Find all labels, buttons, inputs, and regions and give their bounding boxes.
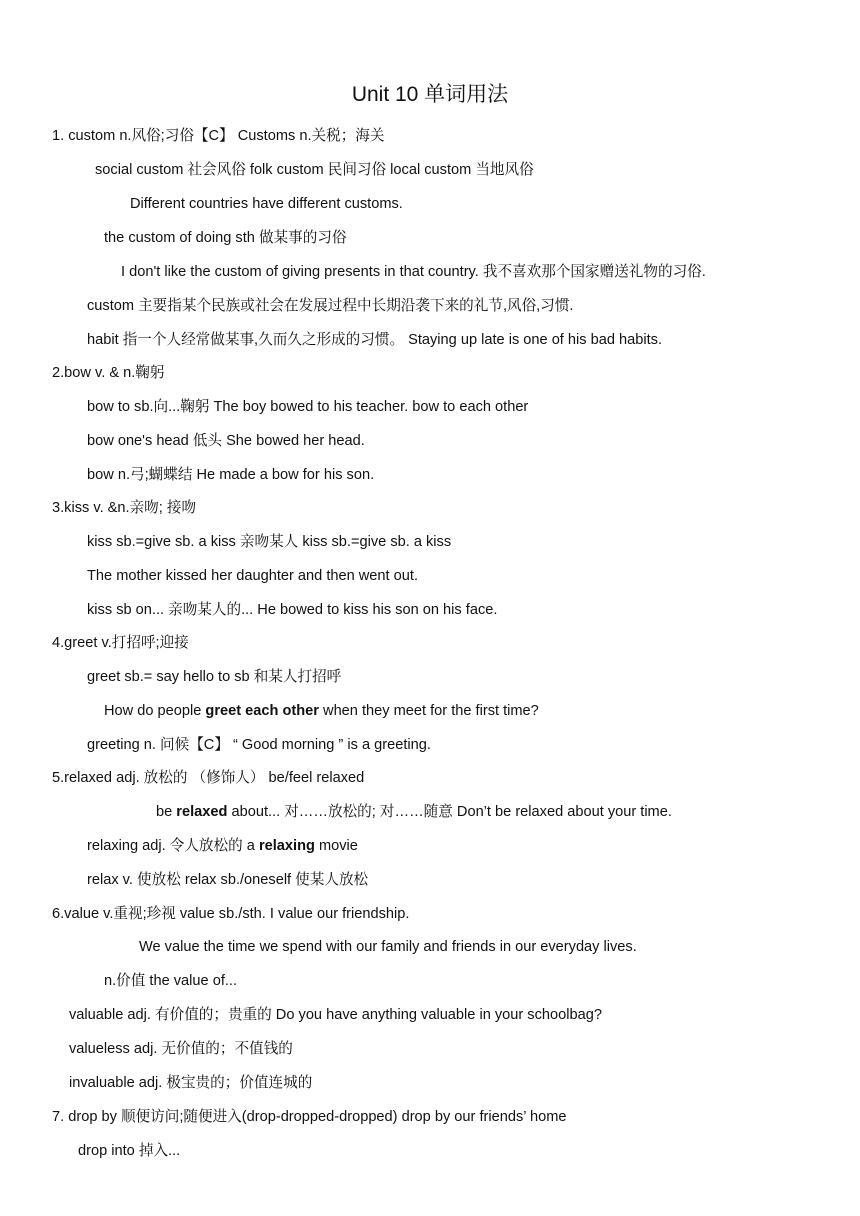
text-segment: I don't like the custom of giving presents in that country. 我不喜欢那个国家赠送礼物的习俗. bbox=[121, 264, 706, 280]
entry-line bbox=[104, 971, 237, 991]
text-segment: 2.bow v. & n.鞠躬 bbox=[52, 365, 165, 381]
entry-line bbox=[52, 126, 384, 146]
text-segment: when they meet for the first time? bbox=[318, 703, 539, 719]
text-segment: invaluable adj. 极宝贵的；价值连城的 bbox=[69, 1075, 313, 1091]
text-segment: greet sb.= say hello to sb 和某人打招呼 bbox=[87, 669, 342, 685]
text-segment: n.价值 the value of... bbox=[104, 973, 238, 989]
text-segment: relax v. 使放松 relax sb./oneself 使某人放松 bbox=[87, 872, 369, 888]
text-segment: valueless adj. 无价值的；不值钱的 bbox=[69, 1041, 293, 1057]
entry-line bbox=[130, 194, 403, 214]
bold-text: greet each other bbox=[205, 703, 319, 719]
entry-line bbox=[52, 363, 164, 383]
entry-line bbox=[95, 160, 534, 180]
entry-line bbox=[156, 802, 672, 822]
bold-text: relaxed bbox=[176, 804, 228, 820]
entry-line bbox=[52, 498, 196, 518]
text-segment: 1. custom n.风俗;习俗【C】 Customs n.关税；海关 bbox=[52, 128, 385, 144]
text-segment: We value the time we spend with our family and friends in our everyday lives. bbox=[139, 939, 637, 955]
entry-line bbox=[87, 600, 497, 620]
text-segment: kiss sb on... 亲吻某人的... He bowed to kiss his son on his face. bbox=[87, 602, 498, 618]
entry-line bbox=[87, 735, 431, 755]
text-segment: 5.relaxed adj. 放松的 （修饰人） be/feel relaxed bbox=[52, 770, 365, 786]
entry-line bbox=[52, 768, 364, 788]
entry-line bbox=[87, 431, 365, 451]
text-segment: bow to sb.向...鞠躬 The boy bowed to his teacher. bow to each other bbox=[87, 399, 529, 415]
entry-line bbox=[87, 566, 418, 586]
text-segment: be bbox=[156, 804, 177, 820]
entry-line bbox=[78, 1141, 180, 1161]
entry-line bbox=[87, 870, 368, 890]
text-segment: 6.value v.重视;珍视 value sb./sth. I value our friendship. bbox=[52, 906, 410, 922]
entry-line bbox=[87, 397, 528, 417]
text-segment: How do people bbox=[104, 703, 206, 719]
text-segment: valuable adj. 有价值的；贵重的 Do you have anything valuable in your schoolbag? bbox=[69, 1007, 602, 1023]
text-segment: bow one's head 低头 She bowed her head. bbox=[87, 433, 365, 449]
text-segment: bow n.弓;蝴蝶结 He made a bow for his son. bbox=[87, 467, 375, 483]
text-segment: the custom of doing sth 做某事的习俗 bbox=[104, 230, 347, 246]
entry-line bbox=[52, 904, 409, 924]
text-segment: 3.kiss v. &n.亲吻; 接吻 bbox=[52, 500, 197, 516]
entry-line bbox=[87, 667, 341, 687]
text-segment: kiss sb.=give sb. a kiss 亲吻某人 kiss sb.=give sb. a kiss bbox=[87, 534, 452, 550]
entry-line bbox=[87, 532, 451, 552]
entry-line bbox=[121, 262, 706, 282]
text-segment: habit 指一个人经常做某事,久而久之形成的习惯。 Staying up late is one of his bad habits. bbox=[87, 332, 663, 348]
page-title: Unit 10 单词用法 bbox=[351, 83, 509, 106]
text-segment: movie bbox=[314, 838, 358, 854]
entry-line bbox=[52, 633, 189, 653]
entry-line bbox=[87, 296, 573, 316]
entry-line bbox=[104, 228, 347, 248]
text-segment: greeting n. 问候【C】 “ Good morning ” is a greeting. bbox=[87, 737, 431, 753]
text-segment: drop into 掉入... bbox=[78, 1143, 181, 1159]
entry-line bbox=[87, 330, 662, 350]
text-segment: Different countries have different customs. bbox=[130, 196, 403, 212]
entry-line bbox=[52, 1107, 567, 1127]
entry-line bbox=[87, 465, 374, 485]
bold-text: relaxing bbox=[258, 838, 315, 854]
text-segment: custom 主要指某个民族或社会在发展过程中长期沿袭下来的礼节,风俗,习惯. bbox=[87, 298, 574, 314]
entry-line bbox=[69, 1039, 293, 1059]
text-segment: 4.greet v.打招呼;迎接 bbox=[52, 635, 189, 651]
text-segment: relaxing adj. 令人放松的 a bbox=[87, 838, 259, 854]
text-segment: 7. drop by 顺便访问;随便进入(drop-dropped-dropped) drop by our friends’ home bbox=[52, 1109, 567, 1125]
text-segment: about... 对……放松的; 对……随意 Don’t be relaxed about your time. bbox=[227, 804, 672, 820]
entry-line bbox=[87, 836, 358, 856]
entry-line bbox=[69, 1005, 602, 1025]
entry-line bbox=[139, 937, 637, 957]
text-segment: The mother kissed her daughter and then went out. bbox=[87, 568, 418, 584]
entry-line bbox=[104, 701, 539, 721]
text-segment: social custom 社会风俗 folk custom 民间习俗 local custom 当地风俗 bbox=[95, 162, 534, 178]
entry-line bbox=[69, 1073, 312, 1093]
